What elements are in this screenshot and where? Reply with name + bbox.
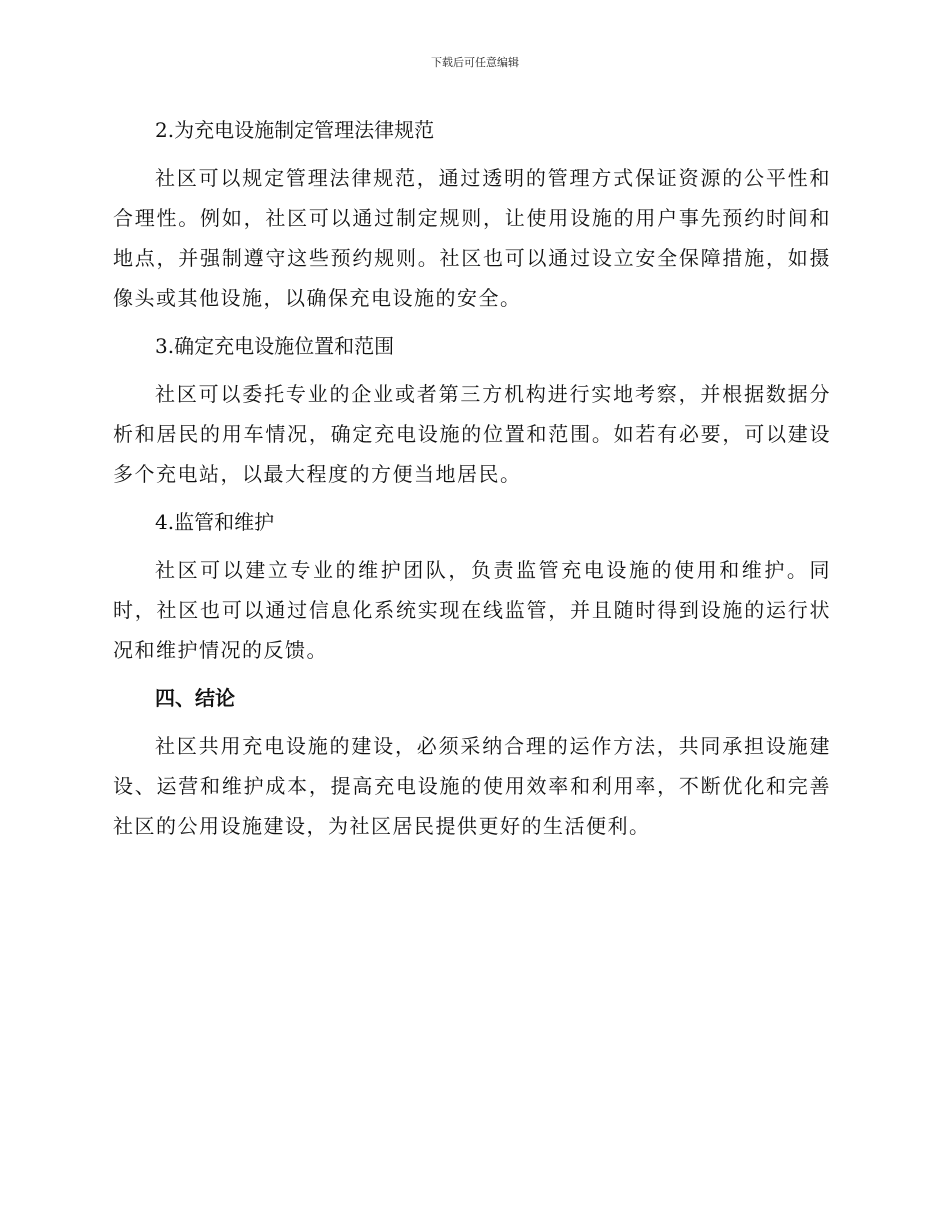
document-body [113, 110, 831, 854]
subheading-3: 3.确定充电设施位置和范围 [155, 334, 395, 358]
subheading-4: 4.监管和维护 [155, 510, 275, 534]
subheading-2: 2.为充电设施制定管理法律规范 [155, 118, 435, 142]
paragraph-2: 社区可以规定管理法律规范，通过透明的管理方式保证资源的公平性和合理性。例如，社区可以通过制定规则，让使用设施的用户事先预约时间和地点，并强制遵守这些预约规则。社区也可以通过设立安全保障措施，如摄像头或其他设施，以确保充电设施的安全。 [113, 166, 831, 310]
paragraph-3: 社区可以委托专业的企业或者第三方机构进行实地考察，并根据数据分析和居民的用车情况，确定充电设施的位置和范围。如若有必要，可以建设多个充电站，以最大程度的方便当地居民。 [113, 382, 831, 486]
paragraph-conclusion: 社区共用充电设施的建设，必须采纳合理的运作方法，共同承担设施建设、运营和维护成本，提高充电设施的使用效率和利用率，不断优化和完善社区的公用设施建设，为社区居民提供更好的生活便利。 [113, 734, 831, 838]
section-title-conclusion: 四、结论 [155, 686, 235, 710]
page-header: 下载后可任意编辑 [431, 56, 519, 69]
paragraph-4: 社区可以建立专业的维护团队，负责监管充电设施的使用和维护。同时，社区也可以通过信息化系统实现在线监管，并且随时得到设施的运行状况和维护情况的反馈。 [113, 558, 831, 662]
